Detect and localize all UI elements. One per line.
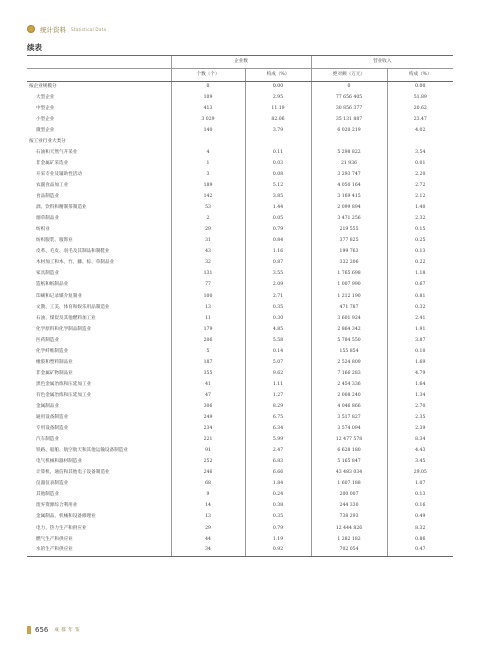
- row-revenue-share: 4.02: [387, 126, 453, 137]
- row-count: 249: [171, 413, 245, 424]
- table-row: [27, 280, 453, 291]
- row-name: 非金属矿采选业: [36, 160, 69, 166]
- table-row: [27, 82, 453, 93]
- table-row: [27, 115, 453, 126]
- row-revenue-share: 0.67: [387, 280, 453, 291]
- row-revenue-share: 1.34: [387, 391, 453, 402]
- row-revenue-share: [387, 137, 453, 148]
- row-revenue-share: 0.00: [387, 82, 453, 93]
- row-revenue: 5 784 550: [311, 336, 387, 347]
- table-row: [27, 380, 453, 391]
- row-count: 53: [171, 203, 245, 214]
- section-title-en: Statistical Data: [71, 26, 107, 32]
- row-count: 179: [171, 325, 245, 336]
- table-row: [27, 258, 453, 269]
- row-revenue: 12 477 578: [311, 435, 387, 446]
- row-name: 小型企业: [36, 116, 55, 122]
- row-revenue: 332 206: [311, 258, 387, 269]
- table-row: [27, 457, 453, 468]
- row-revenue: 3 293 747: [311, 170, 387, 181]
- table-row: [27, 313, 453, 324]
- row-revenue-share: 0.25: [387, 236, 453, 247]
- row-revenue-share: 0.49: [387, 512, 453, 523]
- row-count-share: 0.03: [245, 159, 311, 170]
- row-revenue: 3 574 094: [311, 424, 387, 435]
- row-count: 3: [171, 170, 245, 181]
- row-count-share: 5.99: [245, 435, 311, 446]
- table-body: [27, 82, 453, 557]
- table-row: [27, 203, 453, 214]
- row-count: 14: [171, 501, 245, 512]
- row-name: 橡胶和塑料制品业: [36, 359, 73, 365]
- row-revenue-share: 0.16: [387, 501, 453, 512]
- row-revenue-share: 51.89: [387, 93, 453, 104]
- table-row: [27, 137, 453, 148]
- row-count-share: 82.06: [245, 115, 311, 126]
- row-count: 355: [171, 369, 245, 380]
- row-count: 234: [171, 424, 245, 435]
- row-name: 按企业规模分: [29, 83, 57, 89]
- row-revenue: 6 628 180: [311, 446, 387, 457]
- row-count: 1: [171, 159, 245, 170]
- table-row: [27, 512, 453, 523]
- book-title: 成 都 年 鉴: [54, 628, 81, 633]
- row-count: 109: [171, 93, 245, 104]
- table-row: [27, 347, 453, 358]
- table-row: [27, 369, 453, 380]
- row-name: 医药制造业: [36, 337, 59, 343]
- row-count: 68: [171, 479, 245, 490]
- table-row: [27, 468, 453, 479]
- row-name: 纺织业: [36, 227, 50, 233]
- row-revenue-share: 2.12: [387, 192, 453, 203]
- row-revenue: 0: [311, 82, 387, 93]
- row-name: 化学纤维制造业: [36, 348, 69, 354]
- row-count-share: 5.07: [245, 358, 311, 369]
- row-count-share: 0.08: [245, 170, 311, 181]
- row-count-share: 2.09: [245, 280, 311, 291]
- section-marker-icon: [27, 25, 35, 33]
- row-count-share: 3.55: [245, 269, 311, 280]
- row-revenue-share: 8.32: [387, 523, 453, 534]
- table-title: 续表: [27, 43, 42, 52]
- table-row: [27, 325, 453, 336]
- row-revenue: 77 656 405: [311, 93, 387, 104]
- section-title: 统计资料: [40, 25, 66, 34]
- table-row: [27, 159, 453, 170]
- row-name: 有色金属冶炼和压延加工业: [36, 392, 92, 398]
- row-revenue: 219 555: [311, 225, 387, 236]
- row-revenue-share: 4.43: [387, 446, 453, 457]
- row-revenue: 21 936: [311, 159, 387, 170]
- row-count-share: 2.71: [245, 291, 311, 302]
- row-revenue-share: 0.81: [387, 291, 453, 302]
- row-count: 29: [171, 225, 245, 236]
- row-name: 汽车制造业: [36, 437, 59, 443]
- row-count: 100: [171, 291, 245, 302]
- row-revenue-share: 1.69: [387, 358, 453, 369]
- row-revenue: 702 054: [311, 545, 387, 556]
- table-row: [27, 402, 453, 413]
- row-count-share: 0.79: [245, 523, 311, 534]
- row-count-share: 2.47: [245, 446, 311, 457]
- row-name: 专用设备制造业: [36, 426, 69, 432]
- row-revenue-share: 2.41: [387, 313, 453, 324]
- row-count-share: 1.44: [245, 203, 311, 214]
- row-revenue: 5 298 822: [311, 148, 387, 159]
- row-count-share: 1.27: [245, 391, 311, 402]
- row-revenue-share: 0.15: [387, 225, 453, 236]
- table-row: [27, 413, 453, 424]
- row-count: 11: [171, 313, 245, 324]
- header-count-share: 构成（%）: [245, 69, 311, 82]
- row-revenue-share: 4.79: [387, 369, 453, 380]
- row-revenue-share: 1.18: [387, 269, 453, 280]
- statistics-table: [27, 55, 453, 557]
- row-name: 金属制品、机械和设备修理业: [36, 514, 96, 520]
- row-count-share: 11.19: [245, 104, 311, 115]
- table-row: [27, 534, 453, 545]
- row-revenue-share: 2.35: [387, 413, 453, 424]
- row-count-share: 0.11: [245, 148, 311, 159]
- row-count: 44: [171, 534, 245, 545]
- row-count-share: [245, 137, 311, 148]
- table-row: [27, 523, 453, 534]
- row-revenue: 1 765 698: [311, 269, 387, 280]
- row-revenue: 1 007 990: [311, 280, 387, 291]
- row-revenue-share: 1.91: [387, 325, 453, 336]
- row-count: 306: [171, 402, 245, 413]
- row-revenue-share: 0.13: [387, 490, 453, 501]
- row-revenue-share: 3.54: [387, 148, 453, 159]
- header-blank: [27, 56, 171, 69]
- row-revenue: 1 212 190: [311, 291, 387, 302]
- row-count: 189: [171, 181, 245, 192]
- header-group-revenue: 营业收入: [311, 56, 453, 69]
- row-count-share: 0.00: [245, 82, 311, 93]
- table-row: [27, 192, 453, 203]
- row-name: 计算机、通信和其他电子设备制造业: [36, 470, 110, 476]
- table-row: [27, 479, 453, 490]
- row-count: 4: [171, 148, 245, 159]
- row-name: 电力、热力生产和供应业: [36, 525, 87, 531]
- row-name: 通用设备制造业: [36, 415, 69, 421]
- row-name: 中型企业: [36, 105, 55, 111]
- row-name: 燃气生产和供应业: [36, 536, 73, 542]
- row-count-share: 0.05: [245, 214, 311, 225]
- row-count-share: 1.19: [245, 534, 311, 545]
- row-name: 造纸和纸制品业: [36, 282, 69, 288]
- row-name: 酒、饮料和精制茶制造业: [36, 205, 87, 211]
- table-row: [27, 126, 453, 137]
- row-revenue-share: 0.10: [387, 347, 453, 358]
- row-revenue: 1 607 188: [311, 479, 387, 490]
- header-group-enterprises: 企业数: [171, 56, 311, 69]
- row-name: 大型企业: [36, 94, 55, 100]
- row-count: 9: [171, 490, 245, 501]
- row-name: 非金属矿物制品业: [36, 370, 73, 376]
- row-count: [171, 137, 245, 148]
- row-revenue: 7 166 283: [311, 369, 387, 380]
- row-count-share: 2.95: [245, 93, 311, 104]
- row-count: 34: [171, 545, 245, 556]
- row-revenue: 738 293: [311, 512, 387, 523]
- row-revenue: 244 330: [311, 501, 387, 512]
- row-count-share: 0.87: [245, 258, 311, 269]
- row-count: 91: [171, 446, 245, 457]
- row-revenue-share: 1.40: [387, 203, 453, 214]
- table-row: [27, 302, 453, 313]
- row-revenue-share: 0.01: [387, 159, 453, 170]
- row-revenue: 2 008 240: [311, 391, 387, 402]
- row-revenue-share: 20.62: [387, 104, 453, 115]
- row-count-share: 0.35: [245, 512, 311, 523]
- row-revenue-share: 2.72: [387, 181, 453, 192]
- table-row: [27, 104, 453, 115]
- table-row: [27, 247, 453, 258]
- header-revenue: 绝对额（万元）: [311, 69, 387, 82]
- row-revenue-share: 29.05: [387, 468, 453, 479]
- row-name: 仪器仪表制造业: [36, 481, 69, 487]
- row-count: 252: [171, 457, 245, 468]
- table-row: [27, 424, 453, 435]
- row-count: 31: [171, 236, 245, 247]
- row-revenue-share: 0.22: [387, 258, 453, 269]
- page-footer: [27, 626, 80, 634]
- table-row: [27, 170, 453, 181]
- row-revenue: 2 454 336: [311, 380, 387, 391]
- row-revenue: 2 524 809: [311, 358, 387, 369]
- row-revenue: 2 099 894: [311, 203, 387, 214]
- row-name: 其他制造业: [36, 492, 59, 498]
- table-row: [27, 435, 453, 446]
- table-row: [27, 181, 453, 192]
- row-revenue: 2 864 342: [311, 325, 387, 336]
- row-revenue: 471 787: [311, 302, 387, 313]
- row-revenue-share: 3.45: [387, 457, 453, 468]
- row-count-share: 6.75: [245, 413, 311, 424]
- row-name: 家具制造业: [36, 271, 59, 277]
- row-count-share: 1.11: [245, 380, 311, 391]
- row-count-share: 5.12: [245, 181, 311, 192]
- table-row: [27, 236, 453, 247]
- row-revenue: 3 517 827: [311, 413, 387, 424]
- row-count: 32: [171, 258, 245, 269]
- table-row: [27, 225, 453, 236]
- table-row: [27, 336, 453, 347]
- row-count-share: 1.84: [245, 479, 311, 490]
- row-revenue: 6 020 219: [311, 126, 387, 137]
- row-count-share: 0.35: [245, 302, 311, 313]
- row-count: 3 029: [171, 115, 245, 126]
- row-count: 13: [171, 512, 245, 523]
- row-count-share: 3.85: [245, 192, 311, 203]
- row-revenue-share: 1.64: [387, 380, 453, 391]
- table-row: [27, 545, 453, 556]
- row-count-share: 8.29: [245, 402, 311, 413]
- row-count: 131: [171, 269, 245, 280]
- row-count: 413: [171, 104, 245, 115]
- row-revenue: 155 854: [311, 347, 387, 358]
- row-revenue-share: 3.87: [387, 336, 453, 347]
- row-count-share: 1.16: [245, 247, 311, 258]
- row-count: 140: [171, 126, 245, 137]
- row-count-share: 0.84: [245, 236, 311, 247]
- row-revenue: 199 763: [311, 247, 387, 258]
- page-number: 656: [35, 626, 49, 634]
- row-count: 47: [171, 391, 245, 402]
- row-revenue: 1 282 182: [311, 534, 387, 545]
- row-revenue-share: 2.20: [387, 170, 453, 181]
- header-count: 个数（个）: [171, 69, 245, 82]
- row-count-share: 0.79: [245, 225, 311, 236]
- row-revenue-share: 0.32: [387, 302, 453, 313]
- row-name: 化学原料和化学制品制造业: [36, 326, 92, 332]
- row-revenue-share: 0.86: [387, 534, 453, 545]
- row-name: 石油和天然气开采业: [36, 149, 78, 155]
- row-count: 41: [171, 380, 245, 391]
- row-revenue: 3 169 415: [311, 192, 387, 203]
- row-name: 废弃资源综合利用业: [36, 503, 78, 509]
- row-count-share: 0.24: [245, 490, 311, 501]
- row-count-share: 6.34: [245, 424, 311, 435]
- row-count-share: 6.83: [245, 457, 311, 468]
- row-revenue-share: 0.47: [387, 545, 453, 556]
- row-count-share: 0.38: [245, 501, 311, 512]
- table-row: [27, 214, 453, 225]
- row-name: 电气机械和器材制造业: [36, 459, 82, 465]
- row-name: 皮革、毛皮、羽毛及其制品和制鞋业: [36, 249, 110, 255]
- row-revenue: 377 825: [311, 236, 387, 247]
- table-row: [27, 269, 453, 280]
- row-name: 开采专业及辅助性活动: [36, 172, 82, 177]
- table-row: [27, 501, 453, 512]
- table-row: [27, 490, 453, 501]
- row-count-share: 3.79: [245, 126, 311, 137]
- row-name: 印刷和记录媒介复制业: [36, 293, 82, 299]
- row-count-share: 0.14: [245, 347, 311, 358]
- row-revenue: 5 165 847: [311, 457, 387, 468]
- row-revenue-share: 1.07: [387, 479, 453, 490]
- row-name: 微型企业: [36, 127, 55, 133]
- row-count: 77: [171, 280, 245, 291]
- row-count: 0: [171, 82, 245, 93]
- row-count-share: 5.58: [245, 336, 311, 347]
- row-name: 石油、煤炭及其他燃料加工业: [36, 315, 96, 321]
- row-revenue: 3 601 924: [311, 313, 387, 324]
- table-row: [27, 291, 453, 302]
- row-name: 木材加工和木、竹、藤、棕、草制品业: [36, 260, 115, 266]
- row-name: 铁路、船舶、航空航天和其他运输设备制造业: [36, 448, 128, 454]
- header-revenue-share: 构成（%）: [387, 69, 453, 82]
- row-revenue-share: 2.70: [387, 402, 453, 413]
- row-count: 142: [171, 192, 245, 203]
- row-name: 水的生产和供应业: [27, 545, 171, 556]
- table-row: [27, 93, 453, 104]
- row-revenue: 35 131 887: [311, 115, 387, 126]
- row-name: 文教、工美、体育和娱乐用品制造业: [36, 304, 110, 310]
- row-count: 2: [171, 214, 245, 225]
- row-revenue-share: 8.34: [387, 435, 453, 446]
- row-count: 221: [171, 435, 245, 446]
- row-count: 246: [171, 468, 245, 479]
- row-name: 农副食品加工业: [36, 183, 69, 189]
- row-name: 金属制品业: [36, 403, 59, 409]
- row-count-share: 6.66: [245, 468, 311, 479]
- row-count-share: 0.92: [245, 545, 311, 556]
- row-name: 食品制造业: [36, 194, 59, 200]
- row-name: 纺织服装、服饰业: [36, 238, 73, 244]
- table-row: [27, 358, 453, 369]
- row-count: 43: [171, 247, 245, 258]
- row-count-share: 4.85: [245, 325, 311, 336]
- row-revenue: 43 483 034: [311, 468, 387, 479]
- footer-marker-icon: [27, 626, 31, 634]
- row-revenue: 30 856 377: [311, 104, 387, 115]
- row-revenue-share: 0.13: [387, 247, 453, 258]
- row-revenue: 200 007: [311, 490, 387, 501]
- table-row: [27, 391, 453, 402]
- row-revenue-share: 2.39: [387, 424, 453, 435]
- row-count: 13: [171, 302, 245, 313]
- row-count: 206: [171, 336, 245, 347]
- page-header: [27, 24, 106, 34]
- row-name: 黑色金属冶炼和压延加工业: [36, 381, 92, 387]
- row-revenue: 4 046 866: [311, 402, 387, 413]
- row-revenue: 4 050 164: [311, 181, 387, 192]
- row-count: 187: [171, 358, 245, 369]
- row-count-share: 9.62: [245, 369, 311, 380]
- row-name: 烟草制品业: [36, 216, 59, 222]
- row-revenue-share: 23.47: [387, 115, 453, 126]
- header-blank-2: [27, 69, 171, 82]
- row-count-share: 0.30: [245, 313, 311, 324]
- table-row: [27, 148, 453, 159]
- table-row: [27, 446, 453, 457]
- row-name: 按工业行业大类分: [29, 138, 66, 144]
- row-count: 5: [171, 347, 245, 358]
- row-count: 29: [171, 523, 245, 534]
- row-revenue-share: 2.32: [387, 214, 453, 225]
- row-revenue: 12 444 826: [311, 523, 387, 534]
- row-revenue: 3 471 256: [311, 214, 387, 225]
- row-revenue: [311, 137, 387, 148]
